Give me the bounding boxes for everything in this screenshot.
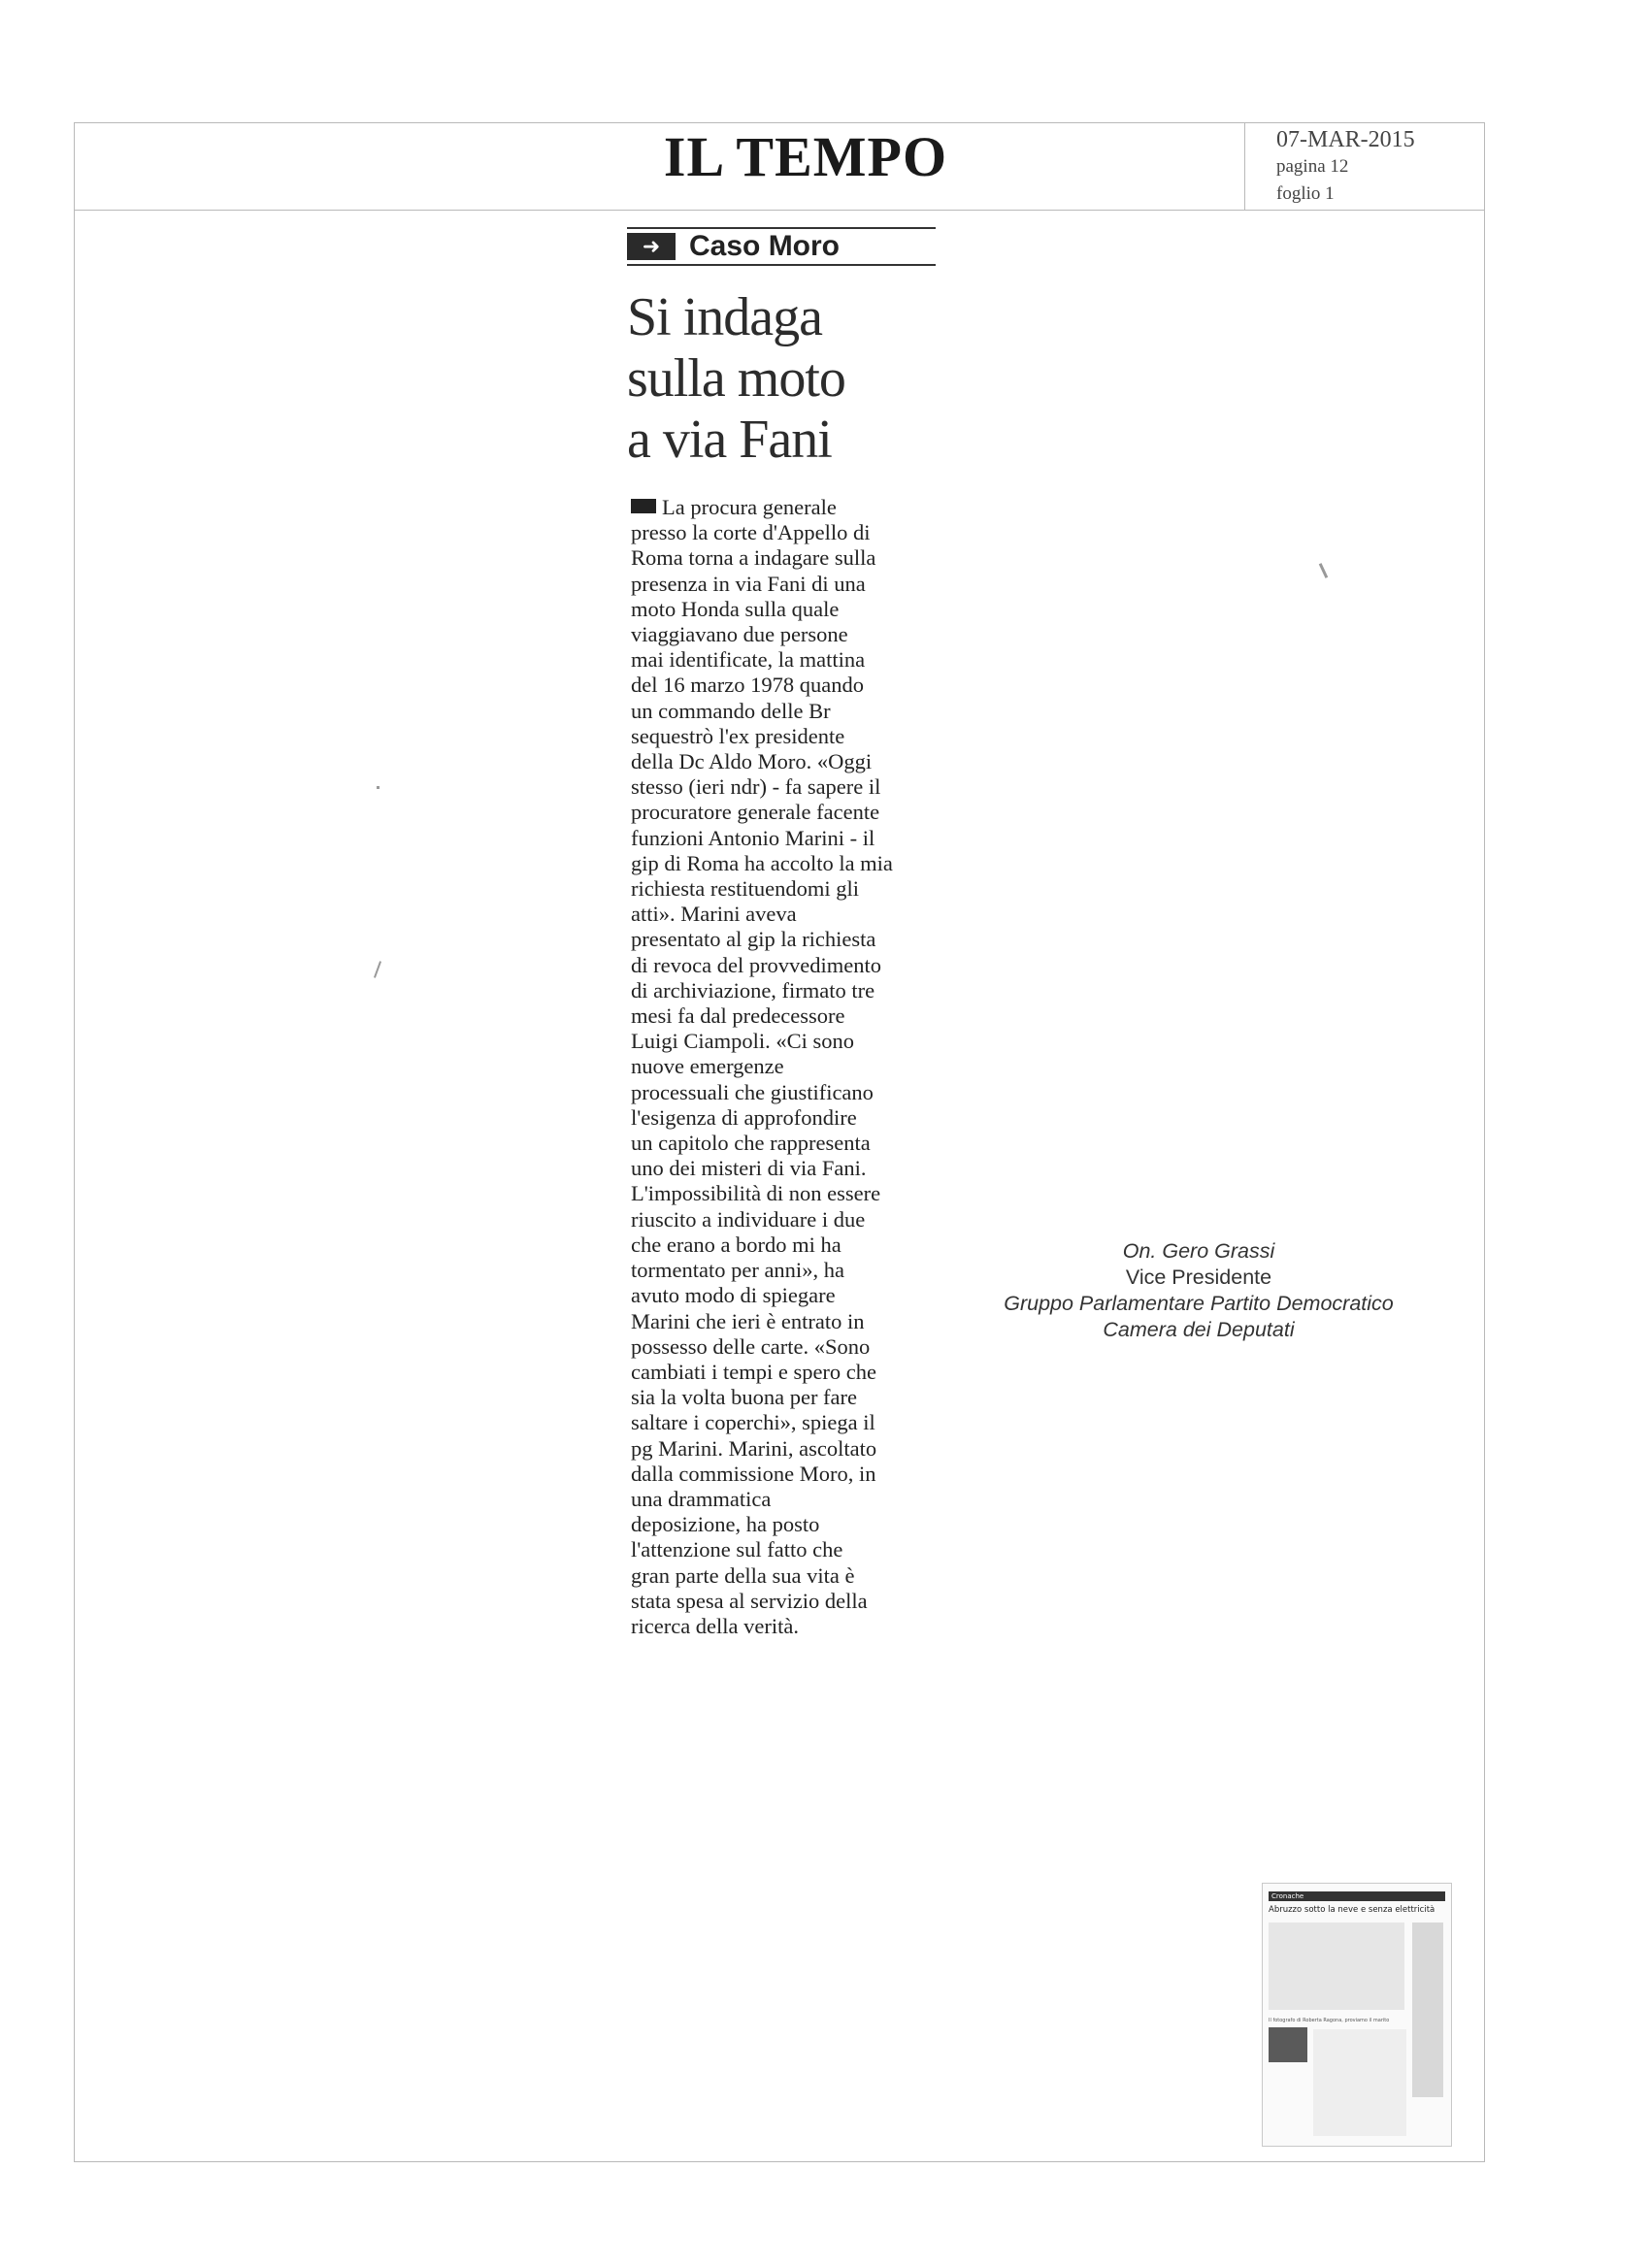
body-line-text: mai identificate, la mattina bbox=[631, 647, 866, 673]
body-line-text: procuratore generale facente bbox=[631, 800, 880, 825]
body-line bbox=[631, 1207, 961, 1233]
body-line bbox=[631, 597, 961, 622]
thumbnail-photo-area bbox=[1269, 1923, 1404, 2010]
body-line-text: viaggiavano due persone bbox=[631, 622, 848, 647]
body-line bbox=[631, 545, 961, 571]
signature-chamber: Camera dei Deputati bbox=[1103, 1318, 1295, 1341]
body-line-text: riuscito a individuare i due bbox=[631, 1206, 866, 1232]
body-line bbox=[631, 1029, 961, 1054]
body-line bbox=[631, 1054, 961, 1079]
body-line bbox=[631, 1334, 961, 1360]
body-line bbox=[631, 1462, 961, 1487]
body-line-text: stesso (ieri ndr) - fa sapere il bbox=[631, 774, 881, 800]
body-line-text: di archiviazione, firmato tre bbox=[631, 977, 875, 1003]
page-number: pagina 12 bbox=[1276, 156, 1349, 177]
body-line-text: La procura generale bbox=[662, 495, 837, 519]
body-line-text: Marini che ieri è entrato in bbox=[631, 1308, 865, 1333]
body-line bbox=[631, 1589, 961, 1614]
body-line-text: l'esigenza di approfondire bbox=[631, 1104, 857, 1130]
body-line bbox=[631, 1410, 961, 1435]
body-line bbox=[631, 1360, 961, 1385]
scan-mark bbox=[377, 786, 380, 789]
body-line bbox=[631, 876, 961, 902]
body-line-text: avuto modo di spiegare bbox=[631, 1283, 836, 1308]
body-line-text: moto Honda sulla quale bbox=[631, 596, 840, 621]
signature-block bbox=[961, 1238, 1436, 1343]
body-line-text: presso la corte d'Appello di bbox=[631, 520, 871, 545]
body-line bbox=[631, 572, 961, 597]
body-line bbox=[631, 1563, 961, 1589]
body-line bbox=[631, 1283, 961, 1308]
body-line bbox=[631, 673, 961, 698]
body-line bbox=[631, 1156, 961, 1181]
section-kicker bbox=[627, 227, 936, 266]
body-line bbox=[631, 495, 961, 520]
body-line bbox=[631, 647, 961, 673]
body-line bbox=[631, 1080, 961, 1105]
thumbnail-caption: Il fotografo di Roberta Ragona, proviamo il marito bbox=[1269, 2018, 1390, 2023]
body-line-text: funzioni Antonio Marini - il bbox=[631, 825, 875, 850]
thumbnail-section-bar: Cronache bbox=[1269, 1891, 1445, 1901]
signature-role: Vice Presidente bbox=[1125, 1265, 1272, 1289]
clipping-metadata bbox=[1244, 122, 1485, 210]
sheet-number: foglio 1 bbox=[1276, 183, 1335, 204]
body-line bbox=[631, 1487, 961, 1512]
page-thumbnail bbox=[1262, 1883, 1452, 2147]
body-line bbox=[631, 1614, 961, 1639]
body-line-text: mesi fa dal predecessore bbox=[631, 1003, 845, 1029]
body-line-text: di revoca del provvedimento bbox=[631, 952, 882, 977]
body-line-text: presenza in via Fani di una bbox=[631, 571, 866, 596]
body-line-text: processuali che giustificano bbox=[631, 1079, 874, 1104]
body-line bbox=[631, 826, 961, 851]
body-line-text: tormentato per anni», ha bbox=[631, 1258, 844, 1283]
signature-name: On. Gero Grassi bbox=[1122, 1239, 1275, 1263]
body-line-text: Luigi Ciampoli. «Ci sono bbox=[631, 1029, 855, 1054]
body-line bbox=[631, 953, 961, 978]
article-headline bbox=[627, 287, 947, 471]
thumbnail-column bbox=[1412, 1923, 1443, 2097]
body-line bbox=[631, 1233, 961, 1258]
body-line-text: della Dc Aldo Moro. «Oggi bbox=[631, 749, 873, 774]
body-line bbox=[631, 1003, 961, 1029]
body-line-text: presentato al gip la richiesta bbox=[631, 927, 876, 952]
body-line bbox=[631, 1309, 961, 1334]
body-line-text: atti». Marini aveva bbox=[631, 902, 797, 927]
body-line-text: gip di Roma ha accolto la mia bbox=[631, 850, 893, 875]
headline-line: Si indaga bbox=[627, 287, 822, 347]
body-line bbox=[631, 520, 961, 545]
body-line bbox=[631, 902, 961, 927]
body-line bbox=[631, 749, 961, 774]
thumbnail-text-area bbox=[1313, 2029, 1406, 2136]
article-body bbox=[631, 495, 961, 1639]
body-line-text: un commando delle Br bbox=[631, 698, 831, 723]
body-line bbox=[631, 851, 961, 876]
body-line bbox=[631, 1131, 961, 1156]
body-line-text: nuove emergenze bbox=[631, 1054, 784, 1079]
body-line-text: L'impossibilità di non essere bbox=[631, 1181, 881, 1206]
body-line-text: Roma torna a indagare sulla bbox=[631, 545, 876, 571]
body-line-text: una drammatica bbox=[631, 1486, 772, 1511]
body-line-text: possesso delle carte. «Sono bbox=[631, 1333, 871, 1359]
body-line bbox=[631, 1105, 961, 1131]
kicker-label: Caso Moro bbox=[689, 230, 841, 262]
body-line-text: deposizione, ha posto bbox=[631, 1512, 820, 1537]
headline-line: a via Fani bbox=[627, 410, 832, 470]
body-line-text: cambiati i tempi e spero che bbox=[631, 1359, 877, 1384]
body-line bbox=[631, 699, 961, 724]
body-line-text: ricerca della verità. bbox=[631, 1613, 800, 1638]
body-line-text: saltare i coperchi», spiega il bbox=[631, 1410, 875, 1435]
body-line-text: uno dei misteri di via Fani. bbox=[631, 1156, 867, 1181]
body-line bbox=[631, 774, 961, 800]
body-line bbox=[631, 622, 961, 647]
body-line-text: richiesta restituendomi gli bbox=[631, 876, 859, 902]
body-line bbox=[631, 927, 961, 952]
body-line-text: sia la volta buona per fare bbox=[631, 1385, 858, 1410]
signature-group: Gruppo Parlamentare Partito Democratico bbox=[1004, 1292, 1394, 1315]
body-line bbox=[631, 1258, 961, 1283]
body-line bbox=[631, 1385, 961, 1410]
paragraph-square-icon bbox=[631, 499, 656, 513]
body-line bbox=[631, 724, 961, 749]
body-line-text: un capitolo che rappresenta bbox=[631, 1131, 871, 1156]
body-line bbox=[631, 978, 961, 1003]
body-line-text: pg Marini. Marini, ascoltato bbox=[631, 1435, 877, 1461]
body-line-text: che erano a bordo mi ha bbox=[631, 1232, 842, 1257]
header-divider bbox=[74, 210, 1485, 211]
body-line bbox=[631, 1512, 961, 1537]
body-line-text: stata spesa al servizio della bbox=[631, 1588, 868, 1613]
body-line bbox=[631, 1436, 961, 1462]
body-line bbox=[631, 1181, 961, 1206]
body-line-text: gran parte della sua vita è bbox=[631, 1562, 855, 1588]
thumbnail-portrait bbox=[1269, 2027, 1307, 2062]
publication-date: 07-MAR-2015 bbox=[1276, 127, 1415, 152]
arrow-right-icon: ➜ bbox=[627, 233, 676, 260]
thumbnail-title: Abruzzo sotto la neve e senza elettricità bbox=[1269, 1905, 1436, 1915]
body-line-text: l'attenzione sul fatto che bbox=[631, 1537, 843, 1562]
body-line-text: sequestrò l'ex presidente bbox=[631, 723, 845, 748]
body-line-text: del 16 marzo 1978 quando bbox=[631, 673, 864, 698]
headline-line: sulla moto bbox=[627, 348, 845, 409]
newspaper-masthead: IL TEMPO bbox=[663, 125, 948, 188]
body-line-text: dalla commissione Moro, in bbox=[631, 1461, 876, 1486]
body-line bbox=[631, 800, 961, 825]
body-line bbox=[631, 1537, 961, 1562]
